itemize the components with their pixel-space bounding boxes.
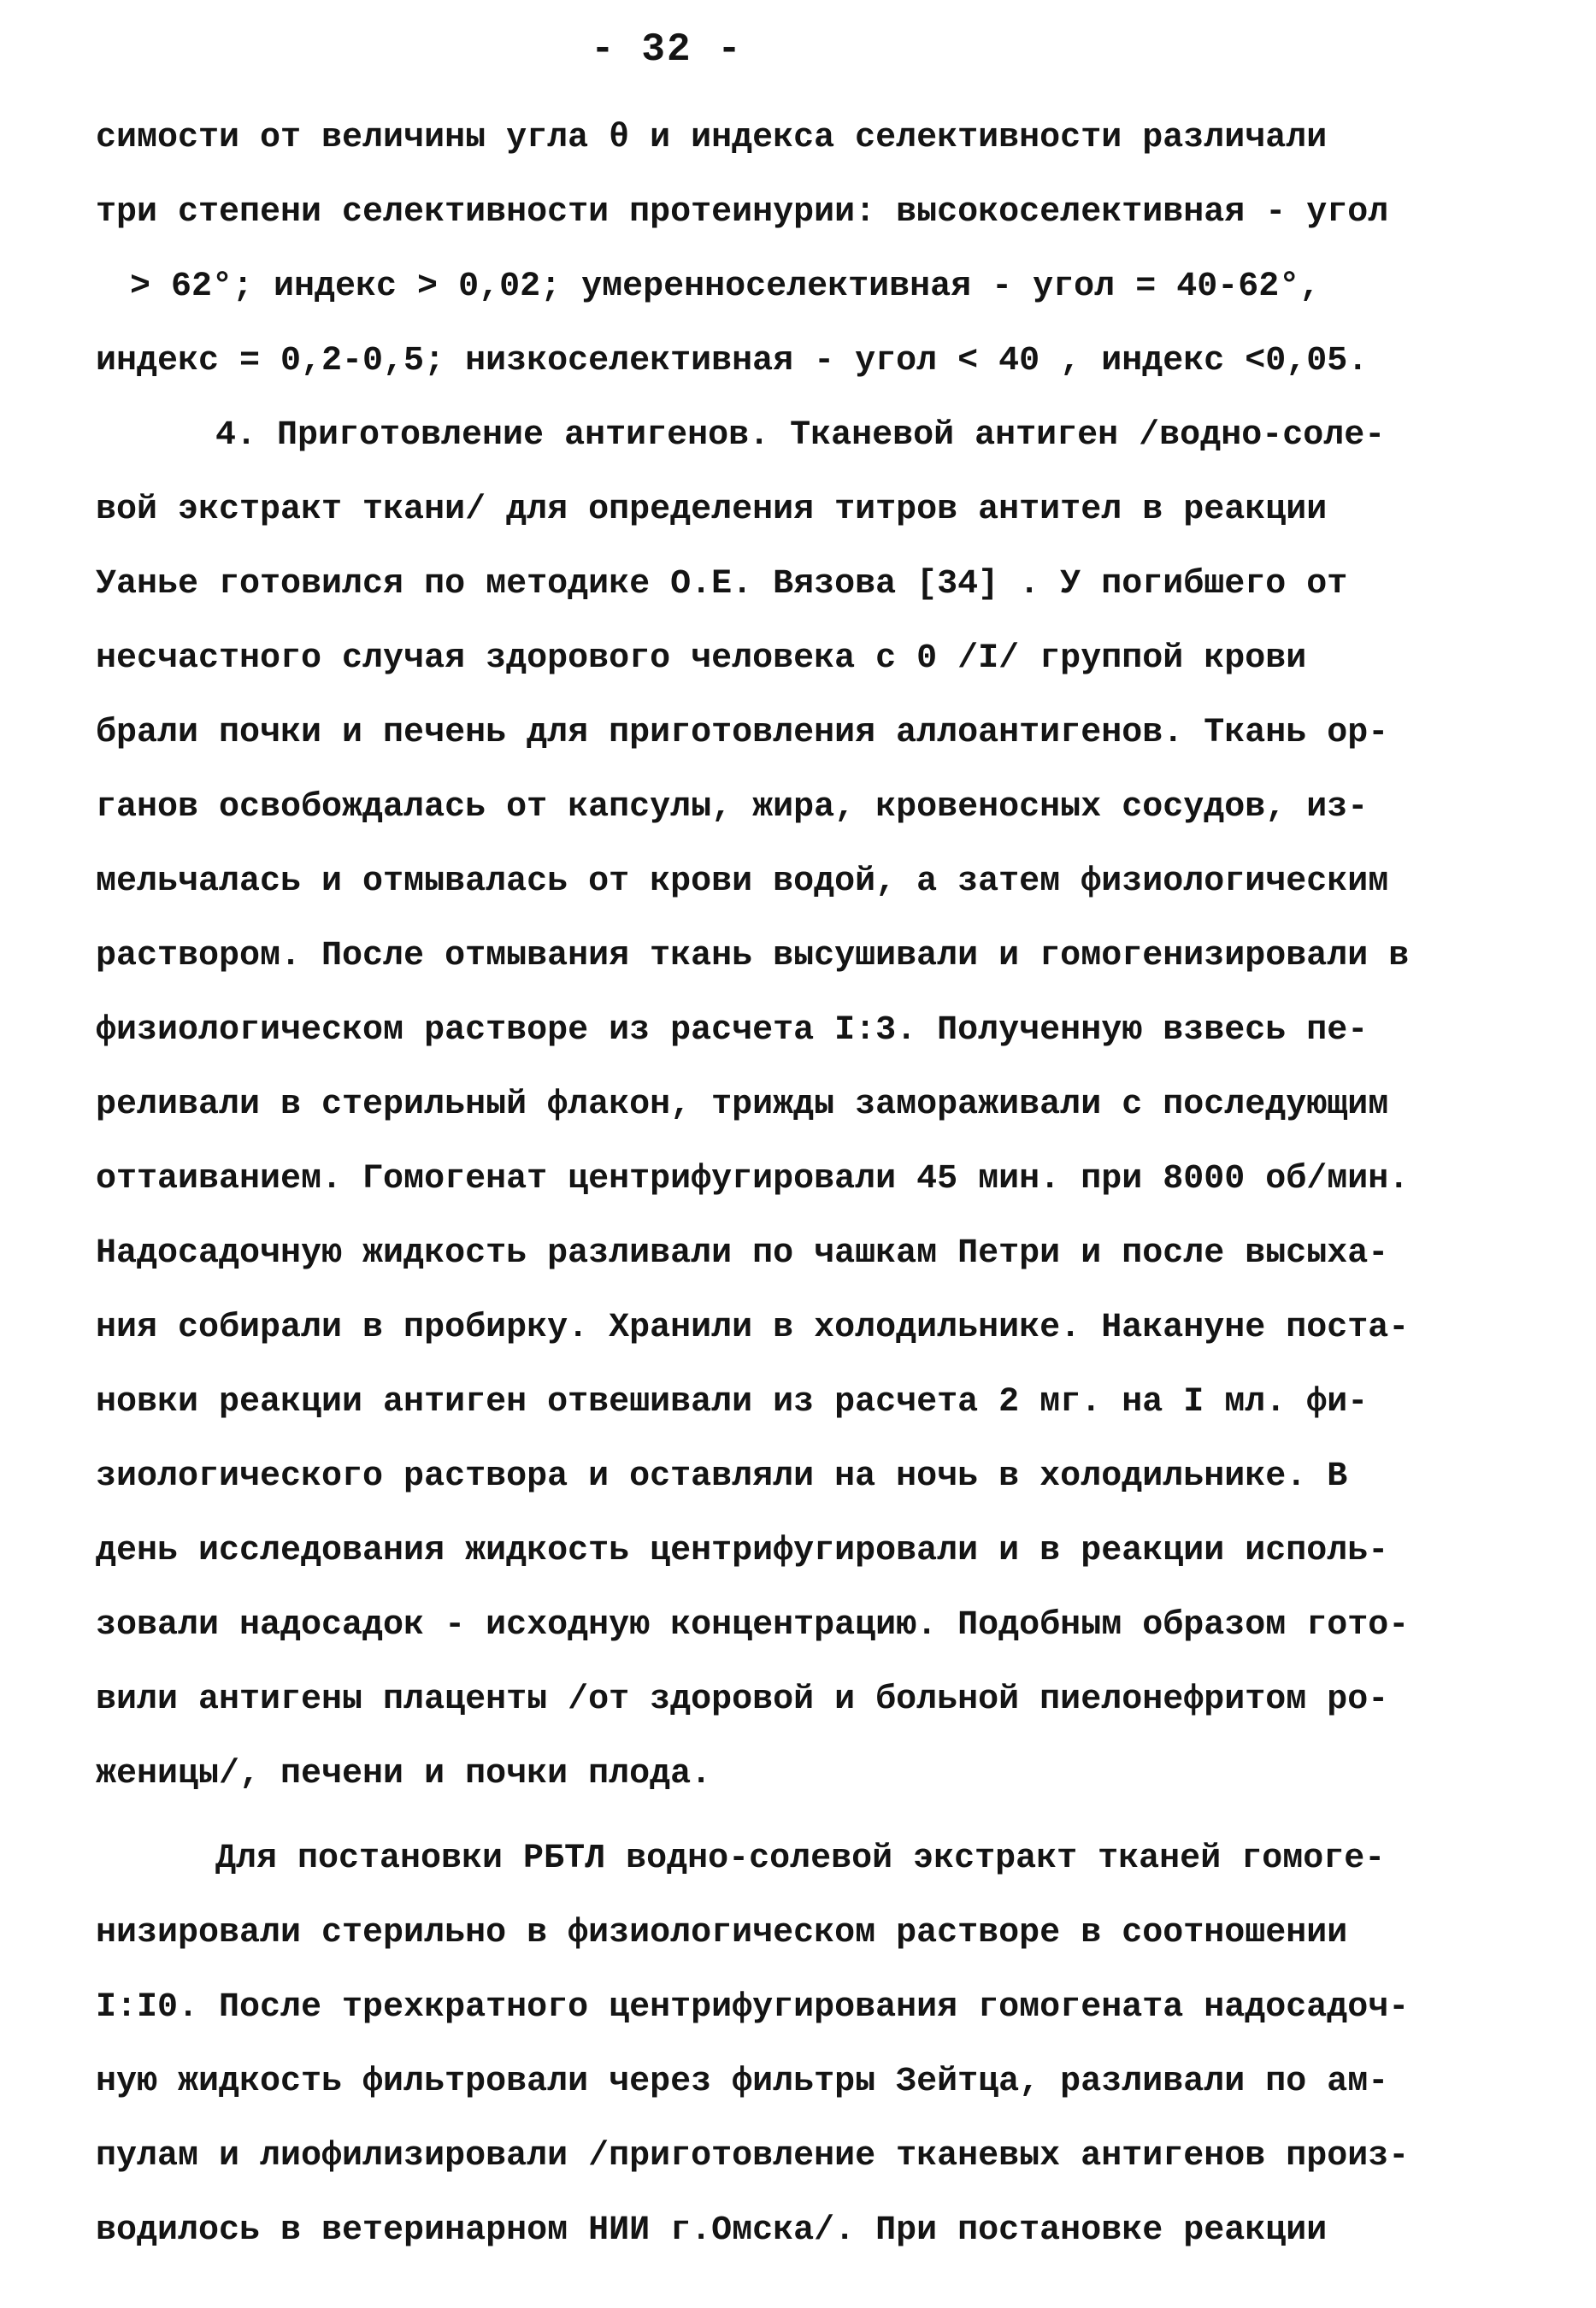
text-line: > 62°; индекс > 0,02; умеренноселективная - угол = 40-62°, — [130, 268, 1321, 306]
text-line: пулам и лиофилизировали /приготовление тканевых антигенов произ- — [96, 2137, 1410, 2176]
text-line: мельчалась и отмывалась от крови водой, а затем физиологическим — [96, 863, 1389, 901]
text-line: зовали надосадок - исходную концентрацию. Подобным образом гото- — [96, 1606, 1410, 1645]
text-line: оттаиванием. Гомогенат центрифугировали 45 мин. при 8000 об/мин. — [96, 1160, 1410, 1198]
text-line: низировали стерильно в физиологическом растворе в соотношении — [96, 1914, 1348, 1952]
text-line: водилось в ветеринарном НИИ г.Омска/. При постановке реакции — [96, 2211, 1328, 2250]
text-line: женицы/, печени и почки плода. — [96, 1755, 712, 1793]
text-line: Надосадочную жидкость разливали по чашкам Петри и после высыха- — [96, 1234, 1389, 1273]
text-line: ганов освобождалась от капсулы, жира, кровеносных сосудов, из- — [96, 788, 1369, 827]
text-line: ную жидкость фильтровали через фильтры Зейтца, разливали по ам- — [96, 2063, 1389, 2101]
text-line: брали почки и печень для приготовления аллоантигенов. Ткань ор- — [96, 714, 1389, 752]
text-line: вой экстракт ткани/ для определения титров антител в реакции — [96, 491, 1328, 529]
text-line: несчастного случая здорового человека с 0 /I/ группой крови — [96, 639, 1307, 678]
paragraph-start-line: 4. Приготовление антигенов. Тканевой антиген /водно-соле- — [215, 416, 1386, 455]
text-line: реливали в стерильный флакон, трижды замораживали с последующим — [96, 1086, 1389, 1124]
text-line: зиологического раствора и оставляли на ночь в холодильнике. В — [96, 1457, 1348, 1496]
paragraph-start-line: Для постановки РБТЛ водно-солевой экстракт тканей гомоге- — [215, 1840, 1386, 1878]
text-line: I:I0. После трехкратного центрифугирования гомогената надосадоч- — [96, 1988, 1410, 2027]
text-line: раствором. После отмывания ткань высушивали и гомогенизировали в — [96, 937, 1410, 975]
text-line: день исследования жидкость центрифугировали и в реакции исполь- — [96, 1532, 1389, 1570]
body-text — [96, 101, 1506, 2268]
text-line: Уанье готовился по методике О.Е. Вязова [34] . У погибшего от — [96, 565, 1348, 603]
text-line: симости от величины угла θ и индекса селективности различали — [96, 119, 1328, 157]
text-line: физиологическом растворе из расчета I:3. Полученную взвесь пе- — [96, 1011, 1369, 1050]
text-line: индекс = 0,2-0,5; низкоселективная - угол < 40 , индекс <0,05. — [96, 342, 1369, 380]
page-number: - 32 - — [591, 27, 743, 72]
text-line: ния собирали в пробирку. Хранили в холодильнике. Накануне поста- — [96, 1309, 1410, 1347]
text-line: вили антигены плаценты /от здоровой и больной пиелонефритом ро- — [96, 1681, 1389, 1719]
text-line: новки реакции антиген отвешивали из расчета 2 мг. на I мл. фи- — [96, 1383, 1369, 1422]
text-line: три степени селективности протеинурии: высокоселективная - угол — [96, 193, 1389, 232]
